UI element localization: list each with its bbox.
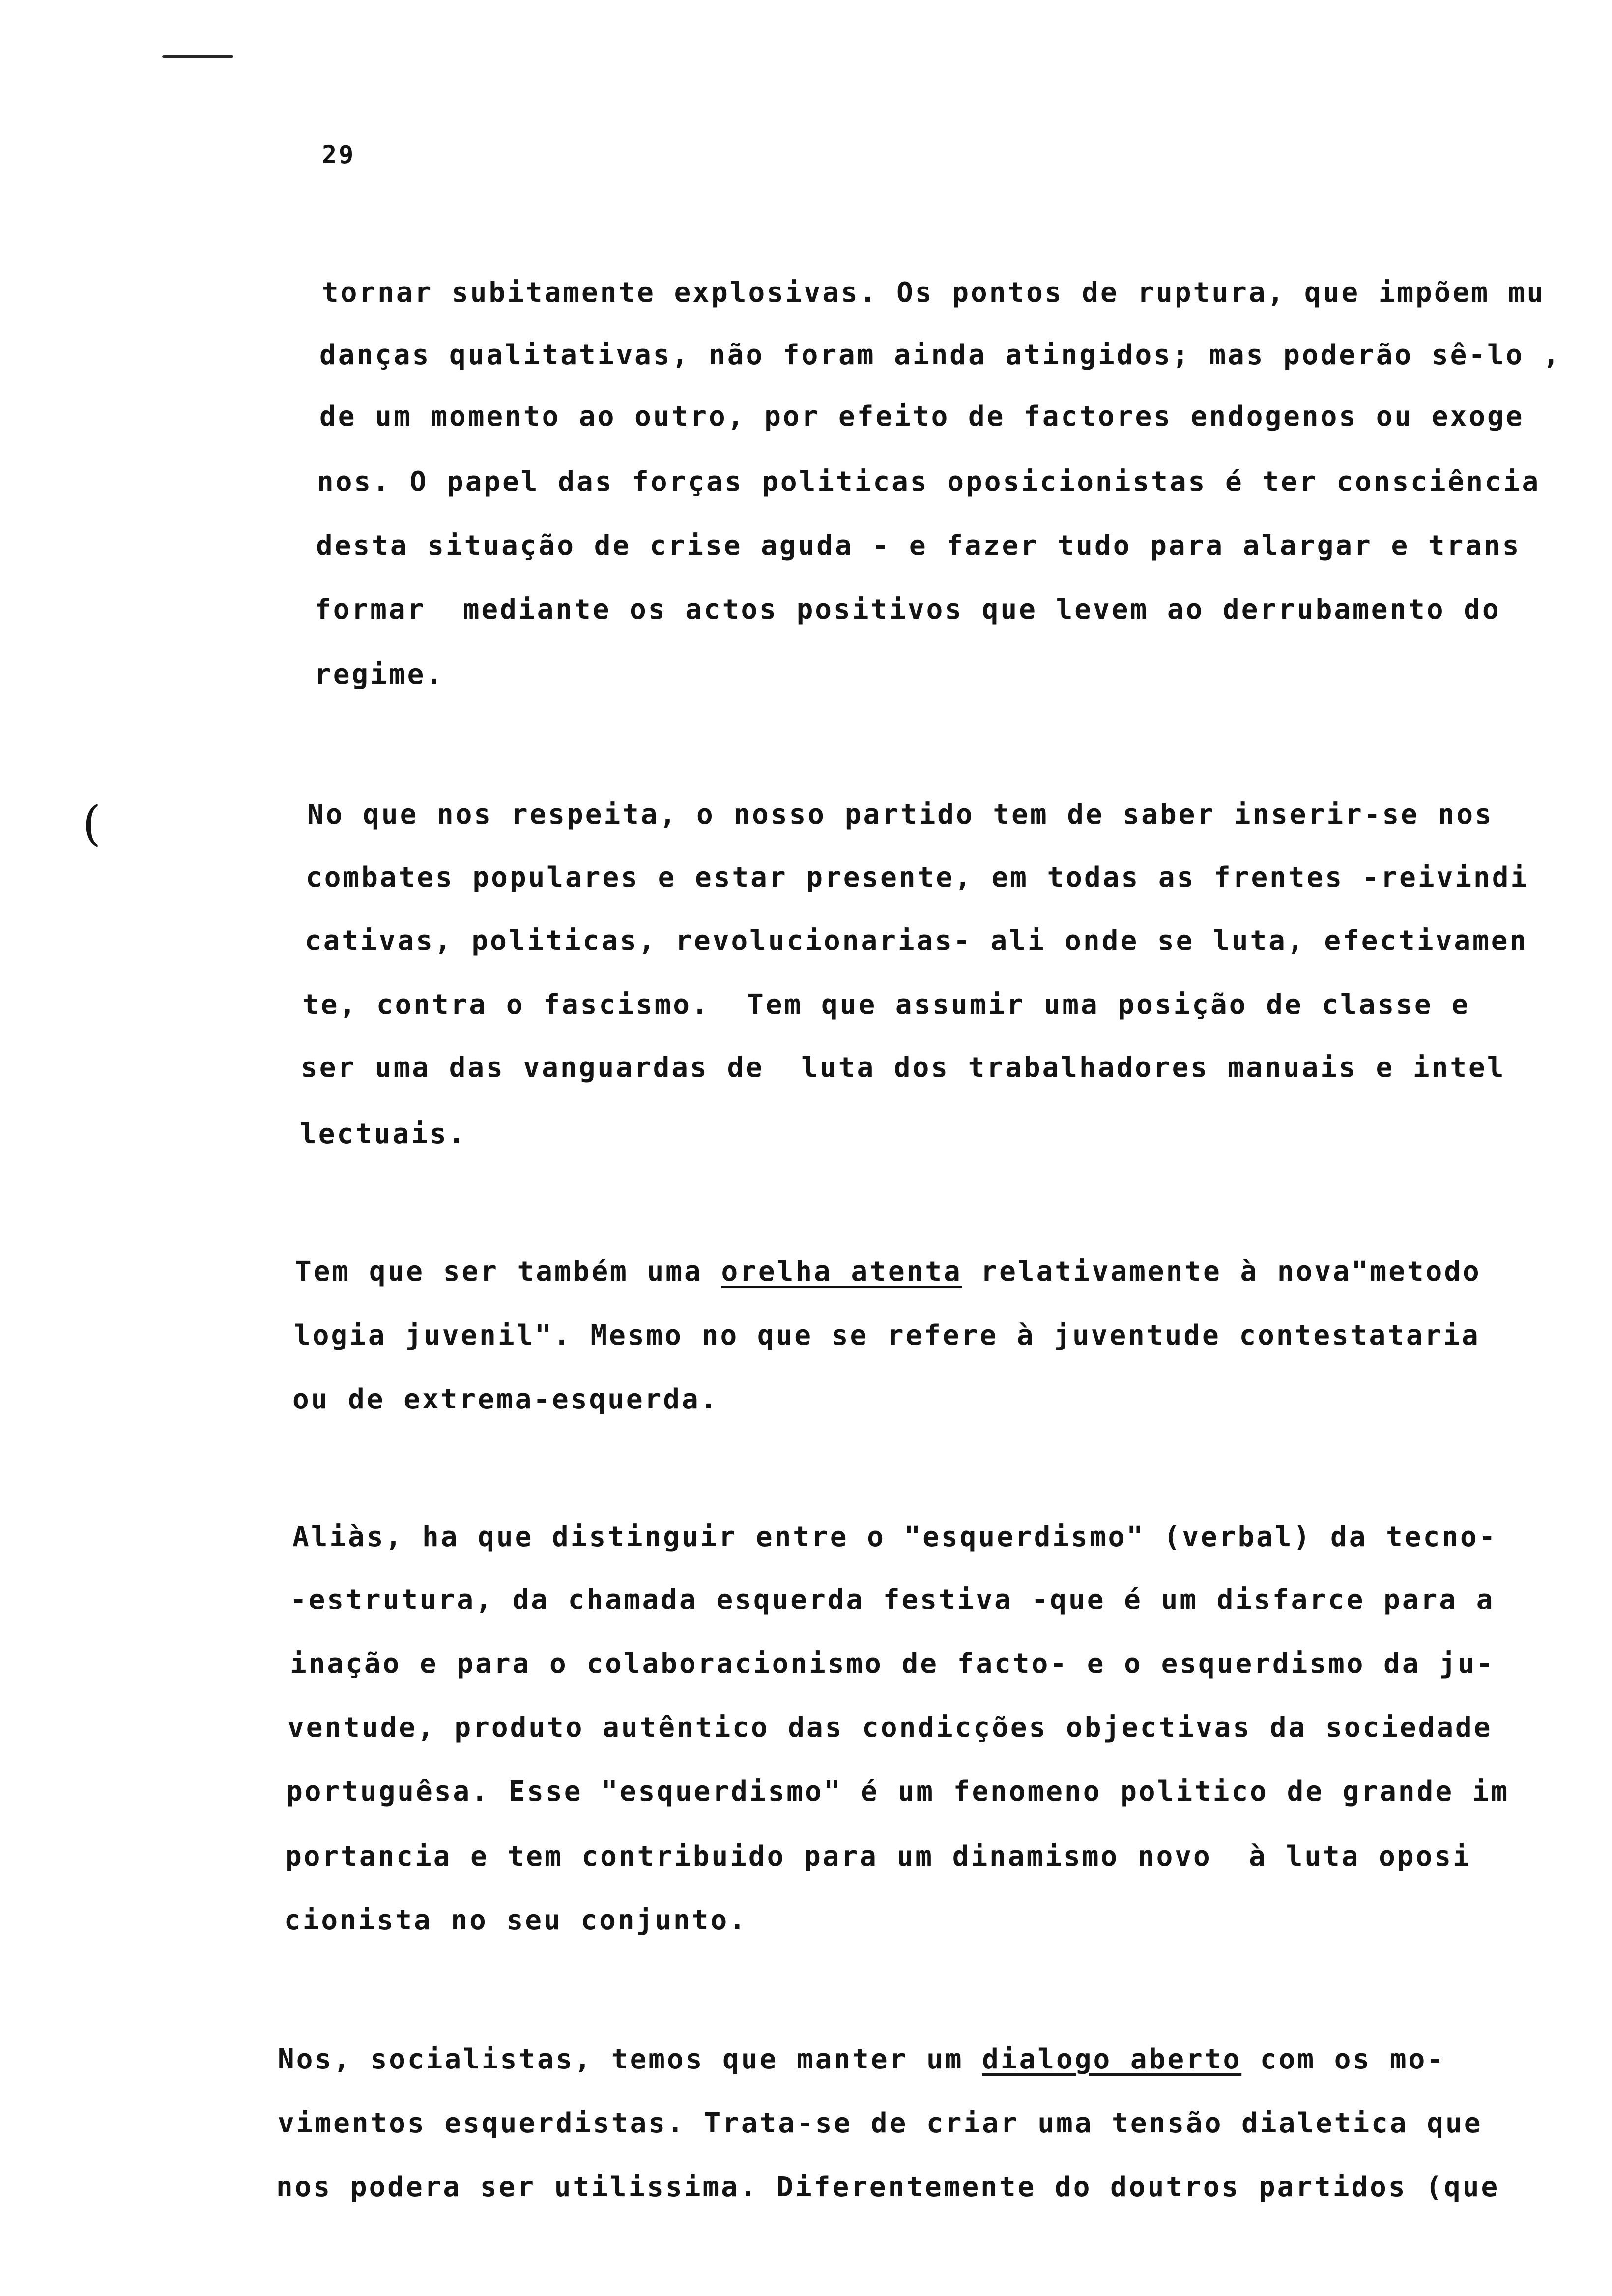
text-line: regime. (315, 659, 445, 690)
text-line (278, 2043, 1446, 2075)
text-line: inação e para o colaboracionismo de facto- e o esquerdismo da ju- (290, 1648, 1495, 1680)
text-line: cativas, politicas, revolucionarias- ali onde se luta, efectivamen (305, 925, 1528, 957)
text-line (295, 1258, 1481, 1286)
text-line: ou de extrema-esquerda. (292, 1383, 719, 1415)
text-line: nos. O papel das forças politicas oposicionistas é ter consciência (317, 466, 1541, 498)
line-text: com os mo- (1241, 2043, 1446, 2075)
text-line: No que nos respeita, o nosso partido tem de saber inserir-se nos (307, 799, 1494, 831)
text-line: ser uma das vanguardas de luta dos trabalhadores manuais e intel (301, 1052, 1506, 1084)
text-line: te, contra o fascismo. Tem que assumir uma posição de classe e (302, 989, 1470, 1021)
text-line: Aliàs, ha que distinguir entre o "esquerdismo" (verbal) da tecno- (292, 1521, 1497, 1553)
text-line: portuguêsa. Esse "esquerdismo" é um fenomeno politico de grande im (286, 1776, 1510, 1808)
text-line: tornar subitamente explosivas. Os pontos de ruptura, que impõem mu (322, 277, 1546, 309)
text-line: danças qualitativas, não foram ainda atingidos; mas poderão sê-lo , (319, 339, 1561, 371)
line-text: Tem que ser também uma (295, 1256, 721, 1288)
underlined-phrase: dialogo aberto (982, 2043, 1242, 2075)
text-line: -estrutura, da chamada esquerda festiva -que é um disfarce para a (290, 1584, 1495, 1616)
text-line: lectuais. (300, 1118, 467, 1150)
text-line: de um momento ao outro, por efeito de factores endogenos ou exoge (319, 401, 1525, 432)
line-text: Nos, socialistas, temos que manter um (278, 2043, 982, 2075)
line-text: relativamente à nova"metodo (962, 1256, 1481, 1288)
text-line: nos podera ser utilissima. Diferentemente do doutros partidos (que (276, 2171, 1500, 2203)
page-number: 29 (322, 141, 356, 169)
scan-mark (162, 55, 233, 58)
text-line: portancia e tem contribuido para um dinamismo novo à luta oposi (285, 1840, 1471, 1872)
text-line: vimentos esquerdistas. Trata-se de criar uma tensão dialetica que (278, 2107, 1483, 2139)
margin-bracket-mark: ( (83, 796, 101, 851)
text-line: ventude, produto autêntico das condicções objectivas da sociedade (288, 1712, 1493, 1744)
text-line: logia juvenil". Mesmo no que se refere à juventude contestataria (294, 1320, 1480, 1351)
text-line: desta situação de crise aguda - e fazer tudo para alargar e trans (316, 530, 1521, 562)
underlined-phrase: orelha atenta (721, 1256, 962, 1288)
text-line: combates populares e estar presente, em todas as frentes -reivindi (306, 861, 1529, 893)
text-line: formar mediante os actos positivos que levem ao derrubamento do (315, 594, 1501, 626)
text-line: cionista no seu conjunto. (284, 1904, 748, 1936)
